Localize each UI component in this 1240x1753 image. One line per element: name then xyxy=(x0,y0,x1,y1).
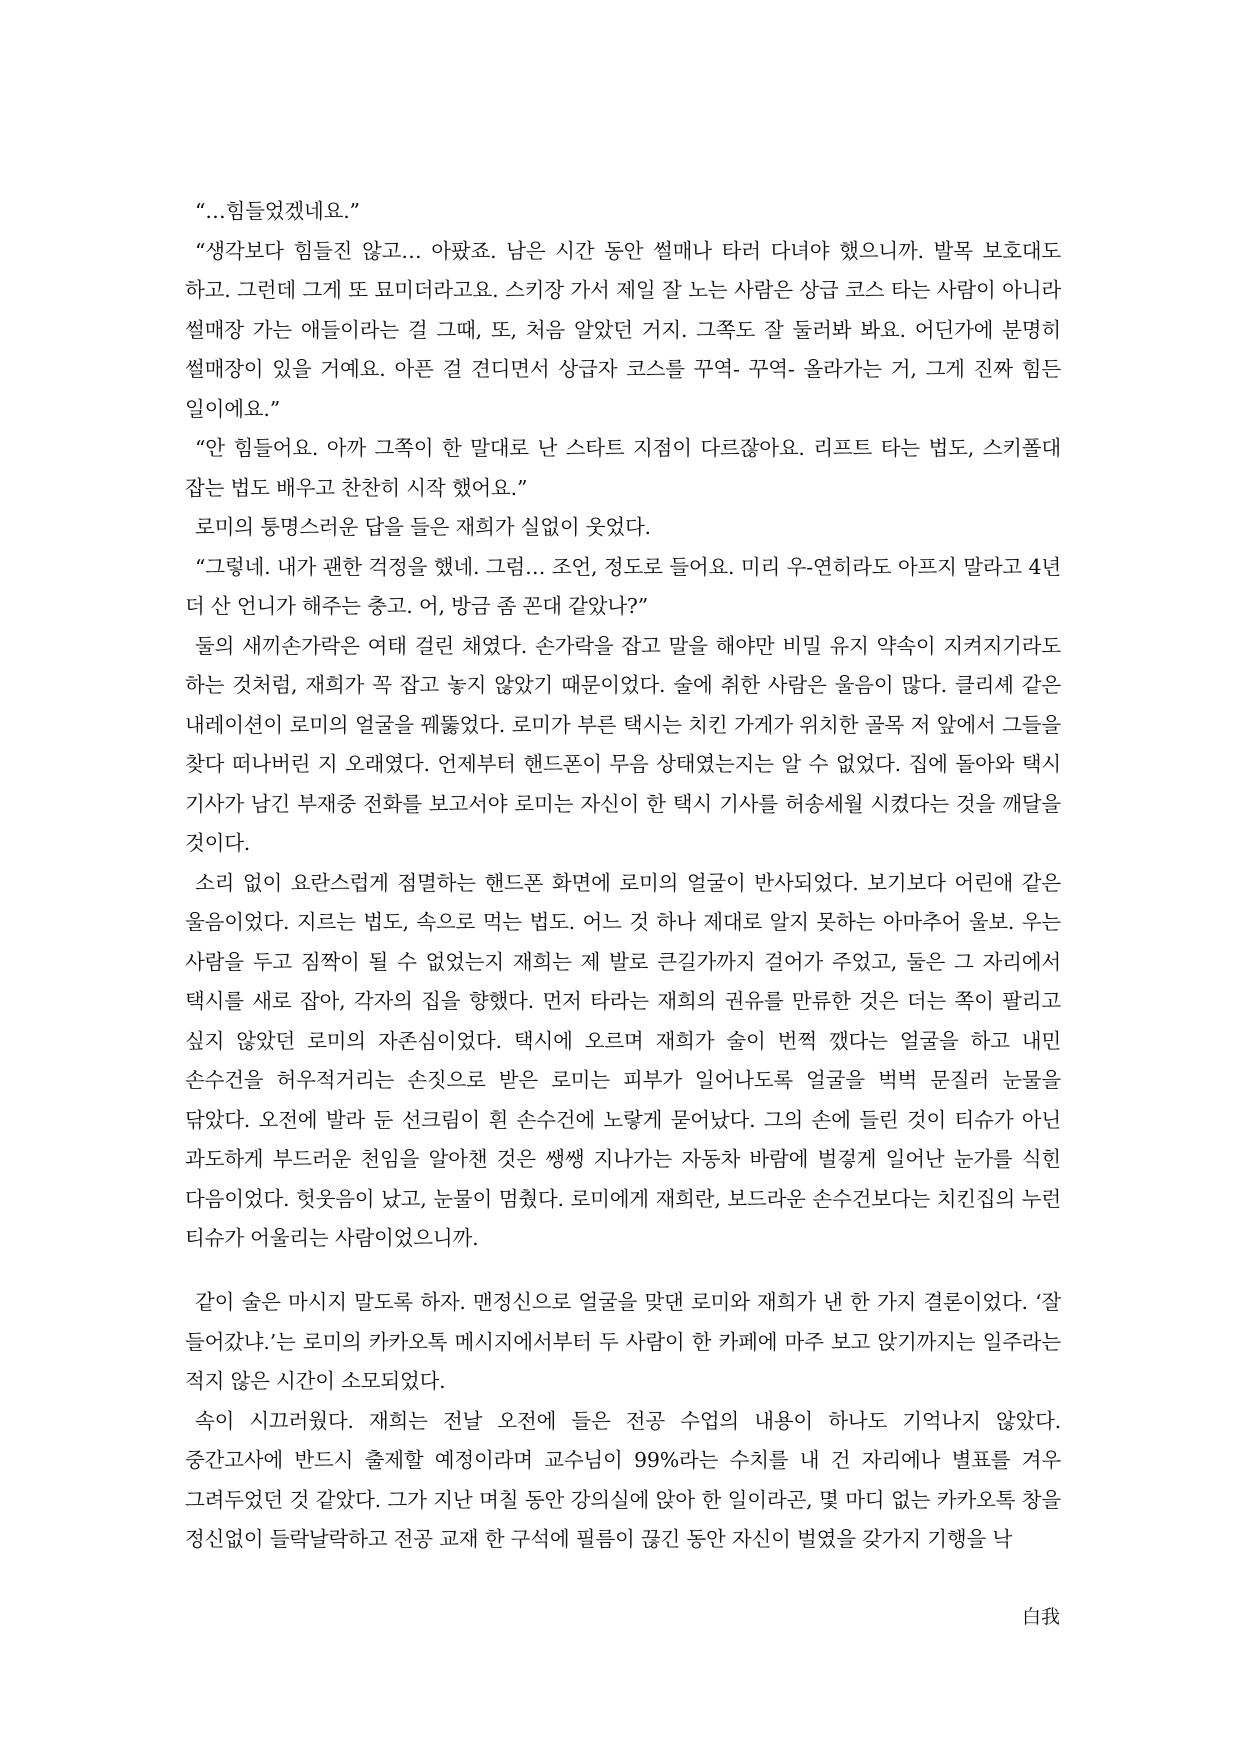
paragraph: 둘의 새끼손가락은 여태 걸린 채였다. 손가락을 잡고 말을 해야만 비밀 유지 약속이 지켜지기라도 하는 것처럼, 재희가 꼭 잡고 놓지 않았기 때문이었다. 술에 취한 사람은 울음이 많다. 클리셰 같은 내레이션이 로미의 얼굴을 꿰뚫었다. 로미가 부른 택시는 치킨 가게가 위치한 골목 저 앞에서 그들을 찾다 떠나버린 지 오래였다. 언제부터 핸드폰이 무음 상태였는지는 알 수 없었다. 집에 돌아와 택시 기사가 남긴 부재중 전화를 보고서야 로미는 자신이 한 택시 기사를 허송세월 시켰다는 것을 깨달을 것이다. xyxy=(185,633,1061,855)
text-section-2 xyxy=(185,1283,1061,1560)
text-section-1 xyxy=(185,192,1061,1259)
paragraph: “그렇네. 내가 괜한 걱정을 했네. 그럼… 조언, 정도로 들어요. 미리 우-연히라도 아프지 말라고 4년 더 산 언니가 해주는 충고. 어, 방금 좀 꼰대 같았나?” xyxy=(185,554,1061,618)
paragraph: 소리 없이 요란스럽게 점멸하는 핸드폰 화면에 로미의 얼굴이 반사되었다. 보기보다 어린애 같은 울음이었다. 지르는 법도, 속으로 먹는 법도. 어느 것 하나 제대로 알지 못하는 아마추어 울보. 우는 사람을 두고 짐짝이 될 수 없었는지 재희는 제 발로 큰길가까지 걸어가 주었고, 둘은 그 자리에서 택시를 새로 잡아, 각자의 집을 향했다. 먼저 타라는 재희의 권유를 만류한 것은 더는 쪽이 팔리고 싶지 않았던 로미의 자존심이었다. 택시에 오르며 재희가 술이 번쩍 깼다는 얼굴을 하고 내민 손수건을 허우적거리는 손짓으로 받은 로미는 피부가 일어나도록 얼굴을 벅벅 문질러 눈물을 닦았다. 오전에 발라 둔 선크림이 흰 손수건에 노랗게 묻어났다. 그의 손에 들린 것이 티슈가 아닌 과도하게 부드러운 천임을 알아챈 것은 쌩쌩 지나가는 자동차 바람에 벌겋게 일어난 눈가를 식힌 다음이었다. 헛웃음이 났고, 눈물이 멈췄다. 로미에게 재희란, 보드라운 손수건보다는 치킨집의 누런 티슈가 어울리는 사람이었으니까. xyxy=(185,870,1061,1250)
paragraph: “생각보다 힘들진 않고… 아팠죠. 남은 시간 동안 썰매나 타러 다녀야 했으니까. 발목 보호대도 하고. 그런데 그게 또 묘미더라고요. 스키장 가서 제일 잘 노는 사람은 상급 코스 타는 사람이 아니라 썰매장 가는 애들이라는 걸 그때, 또, 처음 알았던 거지. 그쪽도 잘 둘러봐 봐요. 어딘가에 분명히 썰매장이 있을 거예요. 아픈 걸 견디면서 상급자 코스를 꾸역- 꾸역- 올라가는 거, 그게 진짜 힘든 일이에요.” xyxy=(185,238,1061,421)
paragraph: 같이 술은 마시지 말도록 하자. 맨정신으로 얼굴을 맞댄 로미와 재희가 낸 한 가지 결론이었다. ‘잘 들어갔냐.’는 로미의 카카오톡 메시지에서부터 두 사람이 한 카페에 마주 보고 앉기까지는 일주라는 적지 않은 시간이 소모되었다. xyxy=(185,1290,1061,1393)
paragraph: “안 힘들어요. 아까 그쪽이 한 말대로 난 스타트 지점이 다르잖아요. 리프트 타는 법도, 스키폴대 잡는 법도 배우고 찬찬히 시작 했어요.” xyxy=(185,436,1061,500)
paragraph: 로미의 퉁명스러운 답을 들은 재희가 실없이 웃었다. xyxy=(195,515,651,539)
paragraph: 속이 시끄러웠다. 재희는 전날 오전에 들은 전공 수업의 내용이 하나도 기억나지 않았다. 중간고사에 반드시 출제할 예정이라며 교수님이 99%라는 수치를 내 건 자리에나 별표를 겨우 그려두었던 것 같았다. 그가 지난 며칠 동안 강의실에 앉아 한 일이라곤, 몇 마디 없는 카카오톡 창을 정신없이 들락날락하고 전공 교재 한 구석에 필름이 끊긴 동안 자신이 벌였을 갖가지 기행을 낙 xyxy=(185,1408,1061,1551)
footer-signature: 白我 xyxy=(1021,1606,1060,1628)
paragraph: “…힘들었겠네요.” xyxy=(195,199,360,223)
